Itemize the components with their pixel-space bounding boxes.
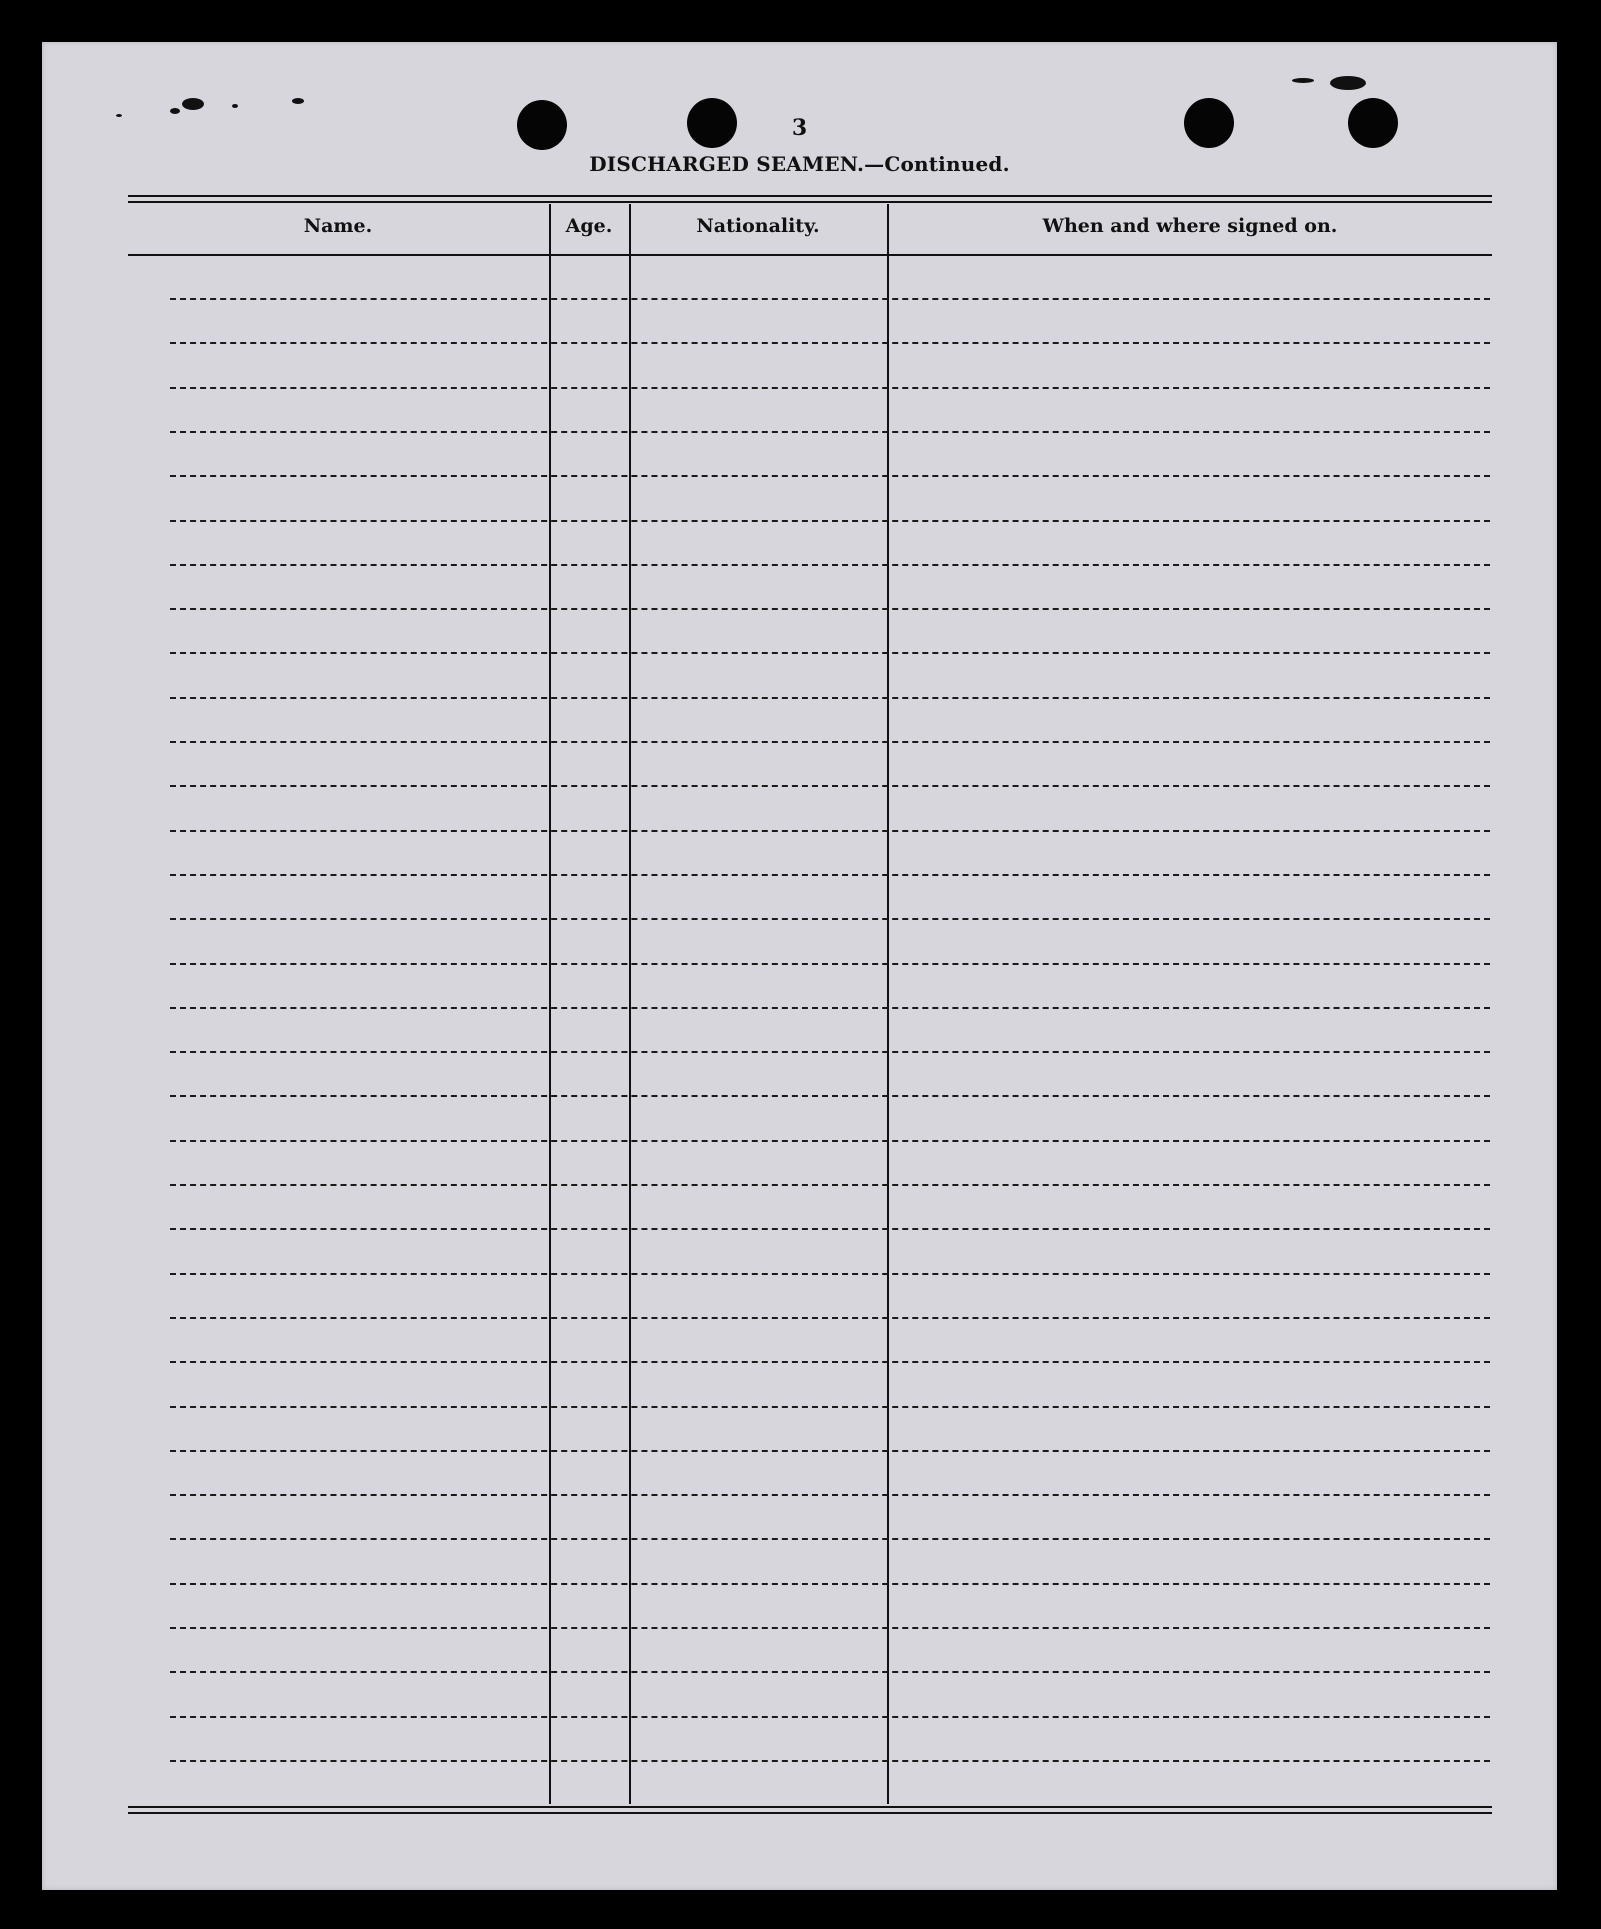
ink-speck-icon <box>1292 78 1314 83</box>
table-row <box>170 608 1490 610</box>
table-row <box>170 1317 1490 1319</box>
table-row <box>170 342 1490 344</box>
table-bottom-rule <box>128 1812 1492 1814</box>
table-row <box>170 431 1490 433</box>
table-row <box>170 918 1490 920</box>
header-top-rule <box>128 195 1492 197</box>
table-row <box>170 874 1490 876</box>
table-row <box>170 830 1490 832</box>
column-header-signed-on: When and where signed on. <box>1042 215 1338 237</box>
column-divider <box>629 204 631 1804</box>
table-row <box>170 564 1490 566</box>
table-row <box>170 1140 1490 1142</box>
table-row <box>170 1450 1490 1452</box>
table-row <box>170 785 1490 787</box>
table-row <box>170 1760 1490 1762</box>
table-row <box>170 1051 1490 1053</box>
ink-speck-icon <box>1330 76 1366 90</box>
column-divider <box>549 204 551 1804</box>
table-row <box>170 1228 1490 1230</box>
header-top-rule <box>128 201 1492 203</box>
ink-speck-icon <box>292 98 304 104</box>
ink-speck-icon <box>170 108 180 114</box>
table-row <box>170 697 1490 699</box>
ink-speck-icon <box>182 98 204 110</box>
column-header-name: Name. <box>303 215 373 237</box>
table-bottom-rule <box>128 1806 1492 1808</box>
column-header-nationality: Nationality. <box>696 215 820 237</box>
table-row <box>170 1007 1490 1009</box>
table-row <box>170 1538 1490 1540</box>
table-row <box>170 1361 1490 1363</box>
table-row <box>170 1716 1490 1718</box>
page-number: 3 <box>791 115 808 141</box>
table-row <box>170 475 1490 477</box>
table-row <box>170 652 1490 654</box>
table-row <box>170 298 1490 300</box>
document-page <box>42 42 1557 1890</box>
table-row <box>170 1095 1490 1097</box>
table-row <box>170 1406 1490 1408</box>
ink-speck-icon <box>232 104 238 108</box>
table-row <box>170 1671 1490 1673</box>
table-row <box>170 1494 1490 1496</box>
table-row <box>170 1184 1490 1186</box>
page-heading: DISCHARGED SEAMEN.—Continued. <box>589 152 1010 176</box>
table-row <box>170 741 1490 743</box>
column-divider <box>887 204 889 1804</box>
column-header-age: Age. <box>565 215 613 237</box>
table-row <box>170 963 1490 965</box>
table-row <box>170 1273 1490 1275</box>
table-row <box>170 387 1490 389</box>
table-row <box>170 1627 1490 1629</box>
table-row <box>170 1583 1490 1585</box>
header-bottom-rule <box>128 254 1492 256</box>
table-row <box>170 520 1490 522</box>
